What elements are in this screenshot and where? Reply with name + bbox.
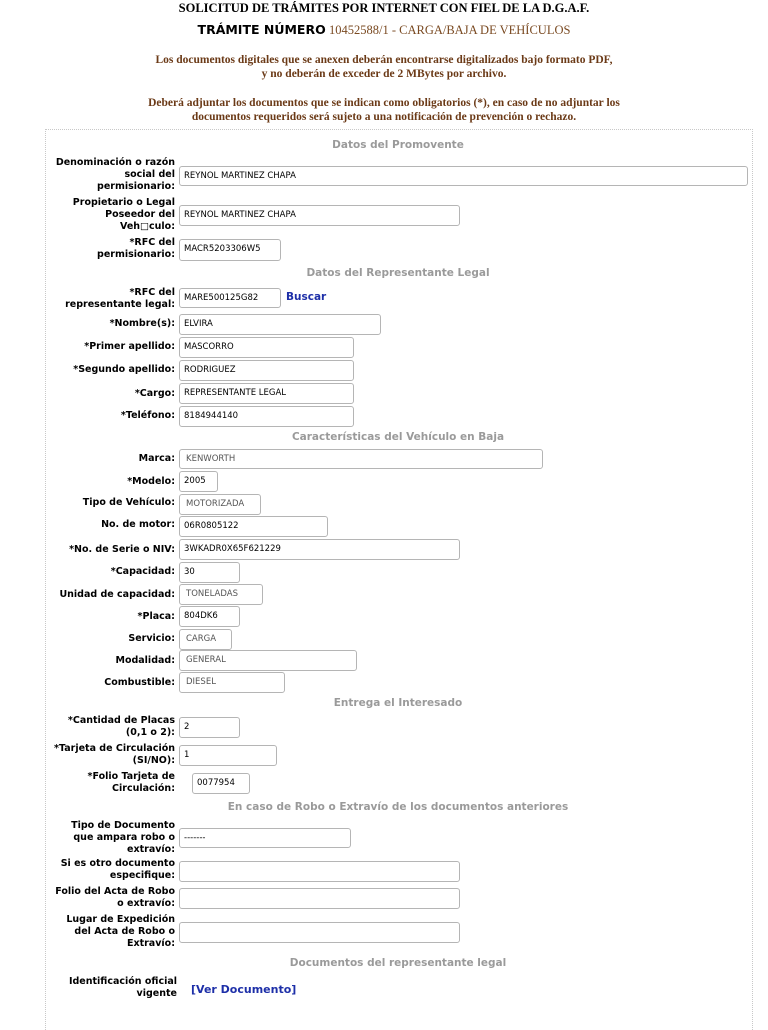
nombre-input[interactable]: ELVIRA xyxy=(179,314,381,335)
label-line: *Folio Tarjeta de xyxy=(87,771,175,782)
primer-apellido-label: *Primer apellido: xyxy=(84,341,175,352)
poseedor-label xyxy=(0,197,175,233)
rfc-representante-label xyxy=(0,287,175,311)
label-line: *Tarjeta de Circulación xyxy=(54,743,175,754)
section-vehiculo: Características del Vehículo en Baja xyxy=(291,431,505,443)
denominacion-label xyxy=(0,157,175,193)
label-line: Extravío: xyxy=(126,938,175,949)
cargo-input[interactable]: REPRESENTANTE LEGAL xyxy=(179,383,354,404)
modalidad-field: GENERAL xyxy=(179,650,357,671)
section-entrega: Entrega el Interesado xyxy=(333,697,463,709)
section-representante: Datos del Representante Legal xyxy=(306,267,490,279)
placas-input[interactable]: 2 xyxy=(179,717,240,738)
label-line: del Acta de Robo o xyxy=(74,926,175,937)
cargo-label: *Cargo: xyxy=(134,388,175,399)
label-line: especifique: xyxy=(109,870,175,881)
tipo-vehiculo-label: Tipo de Vehículo: xyxy=(82,497,175,508)
modalidad-label: Modalidad: xyxy=(115,655,175,666)
label-line: vigente xyxy=(136,988,177,999)
placas-label xyxy=(0,715,175,739)
tipo-vehiculo-field: MOTORIZADA xyxy=(179,494,261,515)
telefono-input[interactable]: 8184944140 xyxy=(179,406,354,427)
servicio-label: Servicio: xyxy=(128,633,175,644)
rfc-representante-input[interactable]: MARE500125G82 xyxy=(179,288,281,308)
unidad-label: Unidad de capacidad: xyxy=(59,589,175,600)
page-title: SOLICITUD DE TRÁMITES POR INTERNET CON FIEL DE LA D.G.A.F. xyxy=(178,1,590,15)
tipo-documento-select[interactable]: ------- xyxy=(179,828,351,848)
label-line: Circulación: xyxy=(112,783,175,794)
label-line: extravío: xyxy=(127,844,175,855)
modelo-label: *Modelo: xyxy=(127,476,175,487)
capacidad-input[interactable]: 30 xyxy=(179,562,240,583)
modelo-input[interactable]: 2005 xyxy=(179,471,218,492)
unidad-field: TONELADAS xyxy=(179,584,263,605)
placa-label: *Placa: xyxy=(137,611,175,622)
label-line: que ampara robo o xyxy=(73,832,175,843)
otro-documento-label xyxy=(0,858,175,882)
folio-tarjeta-input[interactable]: 0077954 xyxy=(192,773,250,794)
capacidad-label: *Capacidad: xyxy=(110,566,175,577)
lugar-expedicion-label xyxy=(0,914,175,950)
section-promovente: Datos del Promovente xyxy=(332,139,464,151)
label-line: *Cantidad de Placas xyxy=(67,715,175,726)
label-line: representante legal: xyxy=(65,299,175,310)
label-line: permisionario: xyxy=(97,249,175,260)
telefono-label: *Teléfono: xyxy=(120,410,175,421)
label-line: Propietario o Legal xyxy=(72,197,175,208)
section-robo: En caso de Robo o Extravío de los documentos anteriores xyxy=(227,801,569,813)
note-line: Los documentos digitales que se anexen deberán encontrarse digitalizados bajo formato PDF, xyxy=(155,54,613,66)
label-line: Lugar de Expedición xyxy=(66,914,175,925)
tramite-value: 10452588/1 - CARGA/BAJA DE VEHÍCULOS xyxy=(328,23,571,37)
segundo-apellido-label: *Segundo apellido: xyxy=(73,364,175,375)
acta-robo-label xyxy=(0,886,175,910)
motor-input[interactable]: 06R0805122 xyxy=(179,516,328,537)
tramite-label: TRÁMITE NÚMERO xyxy=(197,22,326,37)
label-line: o extravío: xyxy=(117,898,175,909)
mandatory-docs-note xyxy=(0,96,768,124)
label-line: Tipo de Documento xyxy=(71,820,175,831)
label-line: (SI/NO): xyxy=(132,755,175,766)
label-line: social del xyxy=(124,169,175,180)
tramite-number xyxy=(0,22,768,38)
label-line: *RFC del xyxy=(129,237,175,248)
rfc-permisionario-label xyxy=(0,237,175,261)
buscar-link[interactable]: Buscar xyxy=(286,291,327,303)
serie-input[interactable]: 3WKADR0X65F621229 xyxy=(179,539,460,560)
label-line: Veh□culo: xyxy=(120,221,175,232)
serie-label: *No. de Serie o NIV: xyxy=(69,544,175,555)
label-line: (0,1 o 2): xyxy=(125,727,175,738)
combustible-label: Combustible: xyxy=(104,677,175,688)
primer-apellido-input[interactable]: MASCORRO xyxy=(179,337,354,358)
lugar-expedicion-input[interactable] xyxy=(179,922,460,943)
ver-documento-link[interactable]: [Ver Documento] xyxy=(191,983,297,996)
label-line: Folio del Acta de Robo xyxy=(55,886,175,897)
label-line: Si es otro documento xyxy=(60,858,175,869)
pdf-format-note xyxy=(0,53,768,81)
otro-documento-input[interactable] xyxy=(179,861,460,882)
tarjeta-label xyxy=(0,743,175,767)
label-line: Identificación oficial xyxy=(68,976,177,987)
tipo-documento-label xyxy=(0,820,175,856)
rfc-permisionario-input[interactable]: MACR5203306W5 xyxy=(179,239,281,261)
acta-robo-input[interactable] xyxy=(179,888,460,909)
placa-input[interactable]: 804DK6 xyxy=(179,606,240,627)
motor-label: No. de motor: xyxy=(101,519,175,530)
combustible-field: DIESEL xyxy=(179,672,285,693)
marca-label: Marca: xyxy=(138,453,175,464)
marca-field: KENWORTH xyxy=(179,449,543,469)
poseedor-input[interactable]: REYNOL MARTINEZ CHAPA xyxy=(179,205,460,226)
servicio-field: CARGA xyxy=(179,629,232,650)
denominacion-input[interactable]: REYNOL MARTINEZ CHAPA xyxy=(179,166,748,186)
segundo-apellido-input[interactable]: RODRIGUEZ xyxy=(179,360,354,381)
tarjeta-input[interactable]: 1 xyxy=(179,745,277,766)
note-line: documentos requeridos será sujeto a una notificación de prevención o rechazo. xyxy=(191,111,577,123)
label-line: Poseedor del xyxy=(105,209,175,220)
nombre-label: *Nombre(s): xyxy=(109,318,175,329)
label-line: *RFC del xyxy=(129,287,175,298)
note-line: y no deberán de exceder de 2 MBytes por archivo. xyxy=(261,68,507,80)
section-documentos: Documentos del representante legal xyxy=(289,957,507,969)
label-line: Denominación o razón xyxy=(55,157,175,168)
note-line: Deberá adjuntar los documentos que se indican como obligatorios (*), en caso de no adjuntar los xyxy=(148,97,620,109)
label-line: permisionario: xyxy=(97,181,175,192)
identificacion-label xyxy=(0,976,177,1000)
folio-tarjeta-label xyxy=(0,771,175,795)
